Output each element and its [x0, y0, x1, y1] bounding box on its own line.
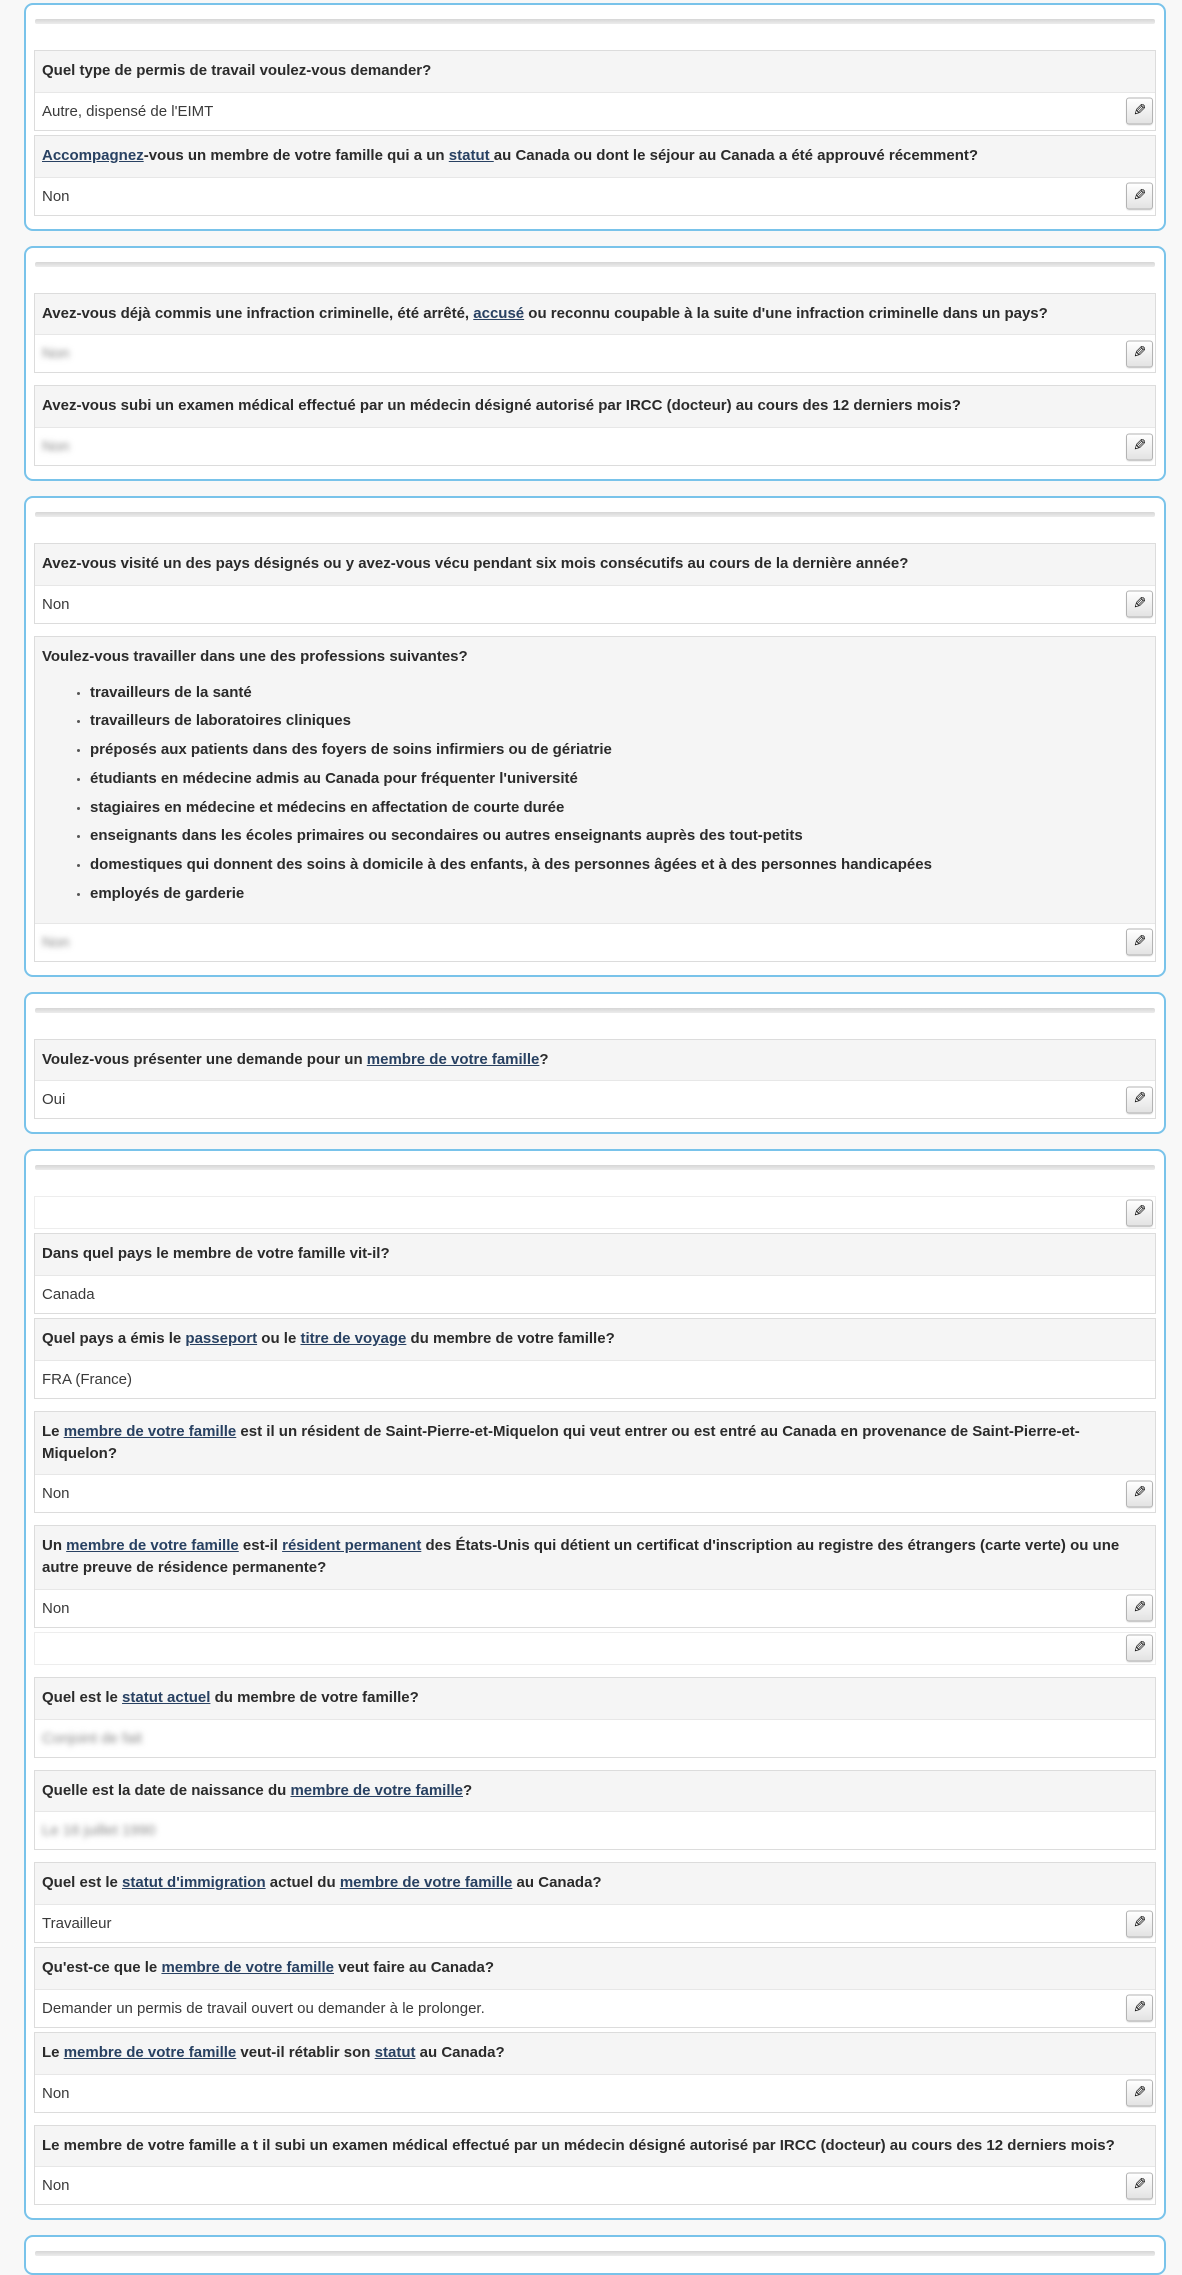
question-text: au Canada? [512, 1874, 602, 1892]
question-text: du membre de votre famille? [406, 1330, 615, 1347]
answer-row [35, 1590, 1155, 1627]
edit-button[interactable] [1126, 2080, 1153, 2107]
profession-item: • étudiants en médecine admis au Canada pour fréquenter l'université [90, 768, 1147, 790]
edit-row [34, 1632, 1156, 1665]
answer-text: Non [42, 438, 70, 455]
question-text: Avez-vous visité un des pays désignés ou y avez-vous vécu pendant six mois consécutifs au cours de la dernière année? [42, 555, 909, 572]
answer-row [35, 428, 1155, 465]
pencil-icon: ✎ [1132, 2176, 1147, 2194]
edit-button[interactable] [1126, 1635, 1153, 1662]
question [35, 1863, 1155, 1905]
question-text: Le [42, 1422, 64, 1440]
answer-text: Non [42, 1599, 70, 1617]
question-link[interactable]: membre de votre famille [366, 1050, 540, 1068]
pencil-icon: ✎ [1132, 437, 1147, 455]
question-text: Quel type de permis de travail voulez-vous demander? [42, 62, 432, 79]
pencil-icon: ✎ [1132, 1090, 1147, 1108]
question-link[interactable]: statut [374, 2043, 416, 2061]
question-link[interactable]: membre de votre famille [63, 2043, 237, 2061]
question-link[interactable]: titre de voyage [300, 1330, 407, 1347]
question [35, 2033, 1155, 2075]
question [35, 2126, 1155, 2168]
question-answer-block [34, 1525, 1156, 1628]
profession-item: • préposés aux patients dans des foyers de soins infirmiers ou de gériatrie [90, 739, 1147, 761]
question [35, 1948, 1155, 1990]
pencil-icon: ✎ [1132, 1914, 1147, 1932]
question-answer-block [34, 636, 1156, 962]
answer-row [35, 2167, 1155, 2204]
question-text: ? [463, 1781, 473, 1799]
question-text: Qu'est-ce que le [42, 1959, 162, 1976]
answer-text: Non [42, 933, 70, 951]
question-text: Avez-vous subi un examen médical effectué par un médecin désigné autorisé par IRCC (docteur) au cours des 12 derniers mois? [42, 397, 961, 415]
section-divider-bar [35, 1008, 1155, 1013]
edit-button[interactable] [1126, 1480, 1153, 1507]
answer-text: Demander un permis de travail ouvert ou demander à le prolonger. [42, 1999, 485, 2017]
profession-item: • travailleurs de la santé [90, 682, 1147, 704]
section-panel [24, 1149, 1166, 2220]
question [35, 1319, 1155, 1361]
answer-row [35, 335, 1155, 372]
question-answer-block [34, 2125, 1156, 2206]
question-answer-block [34, 1770, 1156, 1851]
pencil-icon: ✎ [1132, 1484, 1147, 1502]
question-text: Voulez-vous présenter une demande pour un [42, 1050, 367, 1068]
question-link[interactable]: statut actuel [122, 1688, 211, 1706]
answer-text: Non [42, 2177, 70, 2195]
answer-row [35, 1812, 1155, 1849]
edit-row [34, 1196, 1156, 1229]
question-answer-block [34, 1411, 1156, 1514]
pencil-icon: ✎ [1132, 933, 1147, 950]
question-answer-block [34, 2032, 1156, 2113]
pencil-icon: ✎ [1132, 2084, 1147, 2101]
question-text: au Canada ou dont le séjour au Canada a été approuvé récemment? [493, 146, 979, 164]
question-text: est il un résident de Saint-Pierre-et-Miquelon qui veut entrer ou est entré au Canada en provenance de Saint-Pierre-et-Miquelon? [42, 1422, 1080, 1462]
answer-text: Canada [42, 1286, 95, 1303]
question-answer-block [34, 1947, 1156, 2028]
edit-button[interactable] [1126, 183, 1153, 210]
answer-row [35, 1720, 1155, 1757]
answer-row [35, 1361, 1155, 1398]
section-divider-bar [35, 19, 1155, 24]
answer-text: Oui [42, 1091, 66, 1109]
pencil-icon: ✎ [1132, 595, 1147, 613]
edit-button[interactable] [1126, 2172, 1153, 2199]
question-answer-block [34, 1862, 1156, 1943]
answer-text: Travailleur [42, 1915, 112, 1932]
pencil-icon: ✎ [1132, 187, 1147, 204]
question-answer-block [34, 135, 1156, 216]
question [35, 136, 1155, 178]
section-divider-bar [35, 1165, 1155, 1170]
section-panel [24, 992, 1166, 1135]
question-text: actuel du [265, 1874, 340, 1892]
question-text: Quelle est la date de naissance du [42, 1781, 291, 1799]
pencil-icon: ✎ [1132, 1639, 1147, 1657]
answer-text: Non [42, 2084, 70, 2102]
question [35, 1234, 1155, 1276]
question-answer-block [34, 1677, 1156, 1758]
answer-row [35, 924, 1155, 961]
answer-text: Non [42, 345, 70, 363]
pencil-icon: ✎ [1132, 102, 1147, 120]
section-panel [24, 496, 1166, 977]
answer-row [35, 178, 1155, 215]
profession-list [42, 682, 1147, 905]
question-text: est-il [238, 1537, 283, 1555]
edit-button[interactable] [1126, 591, 1153, 618]
section-divider-bar [35, 512, 1155, 517]
answer-text: Non [42, 595, 70, 613]
profession-item: • travailleurs de laboratoires cliniques [90, 710, 1147, 732]
question-link[interactable]: membre de votre famille [290, 1781, 464, 1799]
pencil-icon: ✎ [1132, 1999, 1147, 2017]
question-link[interactable]: résident permanent [282, 1537, 422, 1555]
question-answer-block [34, 1318, 1156, 1399]
question-text: au Canada? [415, 2043, 505, 2061]
question-text: -vous un membre de votre famille qui a un [143, 146, 449, 164]
question-link[interactable]: accusé [473, 304, 525, 322]
question-text: Quel est le [42, 1874, 123, 1892]
section-divider-bar [35, 262, 1155, 267]
profession-item: • enseignants dans les écoles primaires ou secondaires ou autres enseignants auprès des tout-petits [90, 825, 1147, 847]
answer-text: FRA (France) [42, 1370, 133, 1388]
answer-text: Non [42, 187, 70, 205]
answer-row [35, 1475, 1155, 1512]
question [35, 294, 1155, 336]
question-link[interactable]: membre de votre famille [161, 1959, 335, 1976]
answer-text: Autre, dispensé de l'EIMT [42, 102, 214, 120]
question-text: ou reconnu coupable à la suite d'une infraction criminelle dans un pays? [524, 304, 1048, 322]
question-text: Avez-vous déjà commis une infraction criminelle, été arrêté, [42, 304, 474, 322]
edit-button[interactable] [1126, 1910, 1153, 1937]
answer-row [35, 1990, 1155, 2027]
question [35, 544, 1155, 586]
question-link[interactable]: passeport [185, 1330, 258, 1347]
question-link[interactable]: membre de votre famille [63, 1422, 237, 1440]
question-link[interactable]: statut [448, 146, 494, 164]
question-text: ? [539, 1050, 549, 1068]
question [35, 386, 1155, 428]
question-answer-block [34, 1039, 1156, 1120]
question-link[interactable]: statut d'immigration [122, 1874, 266, 1892]
edit-button[interactable] [1126, 1199, 1153, 1226]
section-panel [24, 3, 1166, 231]
profession-item: • domestiques qui donnent des soins à domicile à des enfants, à des personnes âgées et à des personnes handicapées [90, 854, 1147, 876]
question-answer-block [34, 50, 1156, 131]
answer-row [35, 2075, 1155, 2112]
question-text: du membre de votre famille? [210, 1688, 419, 1706]
question-answer-block [34, 293, 1156, 374]
answer-row [35, 1276, 1155, 1313]
section-panel [24, 246, 1166, 482]
edit-button[interactable] [1126, 1995, 1153, 2022]
section-divider-bar [35, 2251, 1155, 2256]
question-link[interactable]: membre de votre famille [66, 1537, 239, 1555]
question [35, 1526, 1155, 1590]
question [35, 637, 1155, 924]
question [35, 1040, 1155, 1082]
answer-row [35, 93, 1155, 130]
pencil-icon: ✎ [1132, 1599, 1147, 1617]
question-answer-block [34, 543, 1156, 624]
edit-button[interactable] [1126, 433, 1153, 460]
answer-text: Le 16 juillet 1990 [42, 1822, 156, 1840]
question [35, 1771, 1155, 1813]
question-answer-block [34, 1233, 1156, 1314]
edit-button[interactable] [1126, 1086, 1153, 1113]
edit-button[interactable] [1126, 929, 1153, 956]
question-text: Dans quel pays le membre de votre famille vit-il? [42, 1245, 390, 1263]
answer-row [35, 586, 1155, 623]
question-text: ou le [257, 1330, 301, 1347]
question [35, 1678, 1155, 1720]
answer-text: Conjoint de fait [42, 1729, 143, 1747]
question-text: Un [42, 1537, 67, 1555]
answer-row [35, 1081, 1155, 1118]
edit-button[interactable] [1126, 98, 1153, 125]
answer-row [35, 1905, 1155, 1942]
pencil-icon: ✎ [1132, 344, 1147, 362]
edit-button[interactable] [1126, 1595, 1153, 1622]
question [35, 1412, 1155, 1476]
edit-button[interactable] [1126, 340, 1153, 367]
pencil-icon: ✎ [1132, 1203, 1147, 1221]
section-panel [24, 2235, 1166, 2275]
question-text: Quel est le [42, 1688, 123, 1706]
question-text: Le membre de votre famille a t il subi un examen médical effectué par un médecin désigné autorisé par IRCC (docteur) au cours des 12 derniers mois? [42, 2136, 1115, 2154]
question [35, 51, 1155, 93]
question-text: veut-il rétablir son [236, 2043, 375, 2061]
answer-text: Non [42, 1485, 70, 1503]
question-link[interactable]: membre de votre famille [339, 1874, 513, 1892]
question-text: Quel pays a émis le [42, 1330, 186, 1347]
question-text: veut faire au Canada? [334, 1959, 495, 1976]
profession-item: • stagiaires en médecine et médecins en affectation de courte durée [90, 797, 1147, 819]
question-text: Le [42, 2043, 64, 2061]
question-link[interactable]: Accompagnez [42, 146, 144, 164]
profession-item: • employés de garderie [90, 883, 1147, 905]
question-answer-block [34, 385, 1156, 466]
question-text: des États-Unis qui détient un certificat d'inscription au registre des étrangers (carte verte) ou une autre preuve de résidence permanente? [42, 1537, 1120, 1576]
question-text: Voulez-vous travailler dans une des professions suivantes? [42, 647, 468, 665]
